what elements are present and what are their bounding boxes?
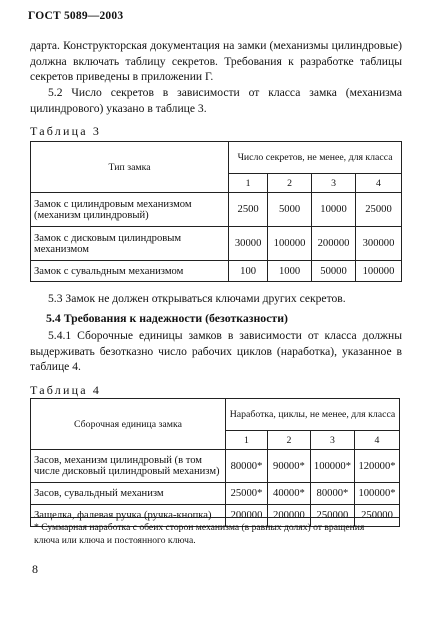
table-cell: 10000	[312, 193, 356, 227]
table-3-class-header: 1	[229, 174, 268, 193]
table-4	[30, 398, 400, 527]
table-cell: 50000	[312, 261, 356, 282]
table-cell: 1000	[268, 261, 312, 282]
table-4-header-type: Сборочная единица замка	[31, 399, 226, 450]
table-cell: 250000	[354, 505, 399, 527]
table-4-class-header: 3	[310, 431, 354, 450]
table-cell: 250000	[310, 505, 354, 527]
paragraph-5-4-1: 5.4.1 Сборочные единицы замков в зависимости от класса должны выдерживать безотказно число рабочих циклов (наработка), указанное в таблице 4.	[30, 329, 402, 374]
table-4-footnote: * Суммарная наработка с обеих сторон механизма (в равных долях) от вращения ключа или ключа и постоянного ключа.	[34, 522, 365, 546]
table-3-header-type: Тип замка	[31, 142, 229, 193]
table-cell: 120000*	[354, 450, 399, 483]
table-4-class-header: 2	[267, 431, 310, 450]
table-cell: 100000*	[354, 483, 399, 505]
paragraph-5-3: 5.3 Замок не должен открываться ключами других секретов.	[48, 292, 346, 305]
table-cell: 300000	[356, 227, 402, 261]
table-cell: 90000*	[267, 450, 310, 483]
table-4-row-label: Засов, сувальдный механизм	[31, 483, 226, 505]
table-cell: 80000*	[310, 483, 354, 505]
table-3-class-header: 3	[312, 174, 356, 193]
table-3-row-label: Замок с цилиндровым механизмом (механизм цилиндровый)	[31, 193, 229, 227]
document-header: ГОСТ 5089—2003	[28, 10, 124, 22]
table-row	[31, 450, 400, 483]
table-cell: 40000*	[267, 483, 310, 505]
section-title-5-4: 5.4 Требования к надежности (безотказности)	[46, 311, 288, 325]
table-cell: 200000	[225, 505, 267, 527]
table-cell: 30000	[229, 227, 268, 261]
table-row	[31, 193, 402, 227]
table-3	[30, 141, 402, 282]
table-3-row-label: Замок с сувальдным механизмом	[31, 261, 229, 282]
table-row	[31, 483, 400, 505]
table-cell: 25000	[356, 193, 402, 227]
footnote-rule	[30, 517, 400, 518]
table-3-class-header: 4	[356, 174, 402, 193]
table-3-row-label: Замок с дисковым цилиндровым механизмом	[31, 227, 229, 261]
table-4-class-header: 4	[354, 431, 399, 450]
table-4-row-label: Защелка, фалевая ручка (ручка-кнопка)	[31, 505, 226, 527]
table-cell: 100000	[268, 227, 312, 261]
table-cell: 100000	[356, 261, 402, 282]
table-3-class-header: 2	[268, 174, 312, 193]
table-4-row-label: Засов, механизм цилиндровый (в том числе дисковый цилиндровый механизм)	[31, 450, 226, 483]
table-cell: 2500	[229, 193, 268, 227]
paragraph-5-2: 5.2 Число секретов в зависимости от класса замка (механизма цилиндрового) указано в таблице 3.	[30, 86, 402, 115]
table-4-header-group: Наработка, циклы, не менее, для класса	[225, 399, 399, 431]
table-cell: 100	[229, 261, 268, 282]
page-number: 8	[32, 562, 38, 576]
table-row	[31, 261, 402, 282]
table-3-caption: Таблица 3	[30, 124, 102, 138]
table-4-class-header: 1	[225, 431, 267, 450]
table-3-header-group: Число секретов, не менее, для класса	[229, 142, 402, 174]
table-cell: 5000	[268, 193, 312, 227]
table-cell: 25000*	[225, 483, 267, 505]
table-cell: 100000*	[310, 450, 354, 483]
table-4-caption: Таблица 4	[30, 383, 102, 397]
table-cell: 200000	[312, 227, 356, 261]
table-cell: 200000	[267, 505, 310, 527]
intro-paragraph: дарта. Конструкторская документация на замки (механизмы цилиндровые) должна включать таблицу секретов. Требования к разработке таблицы секретов приведены в приложении Г.	[30, 39, 402, 84]
table-row	[31, 227, 402, 261]
table-cell: 80000*	[225, 450, 267, 483]
